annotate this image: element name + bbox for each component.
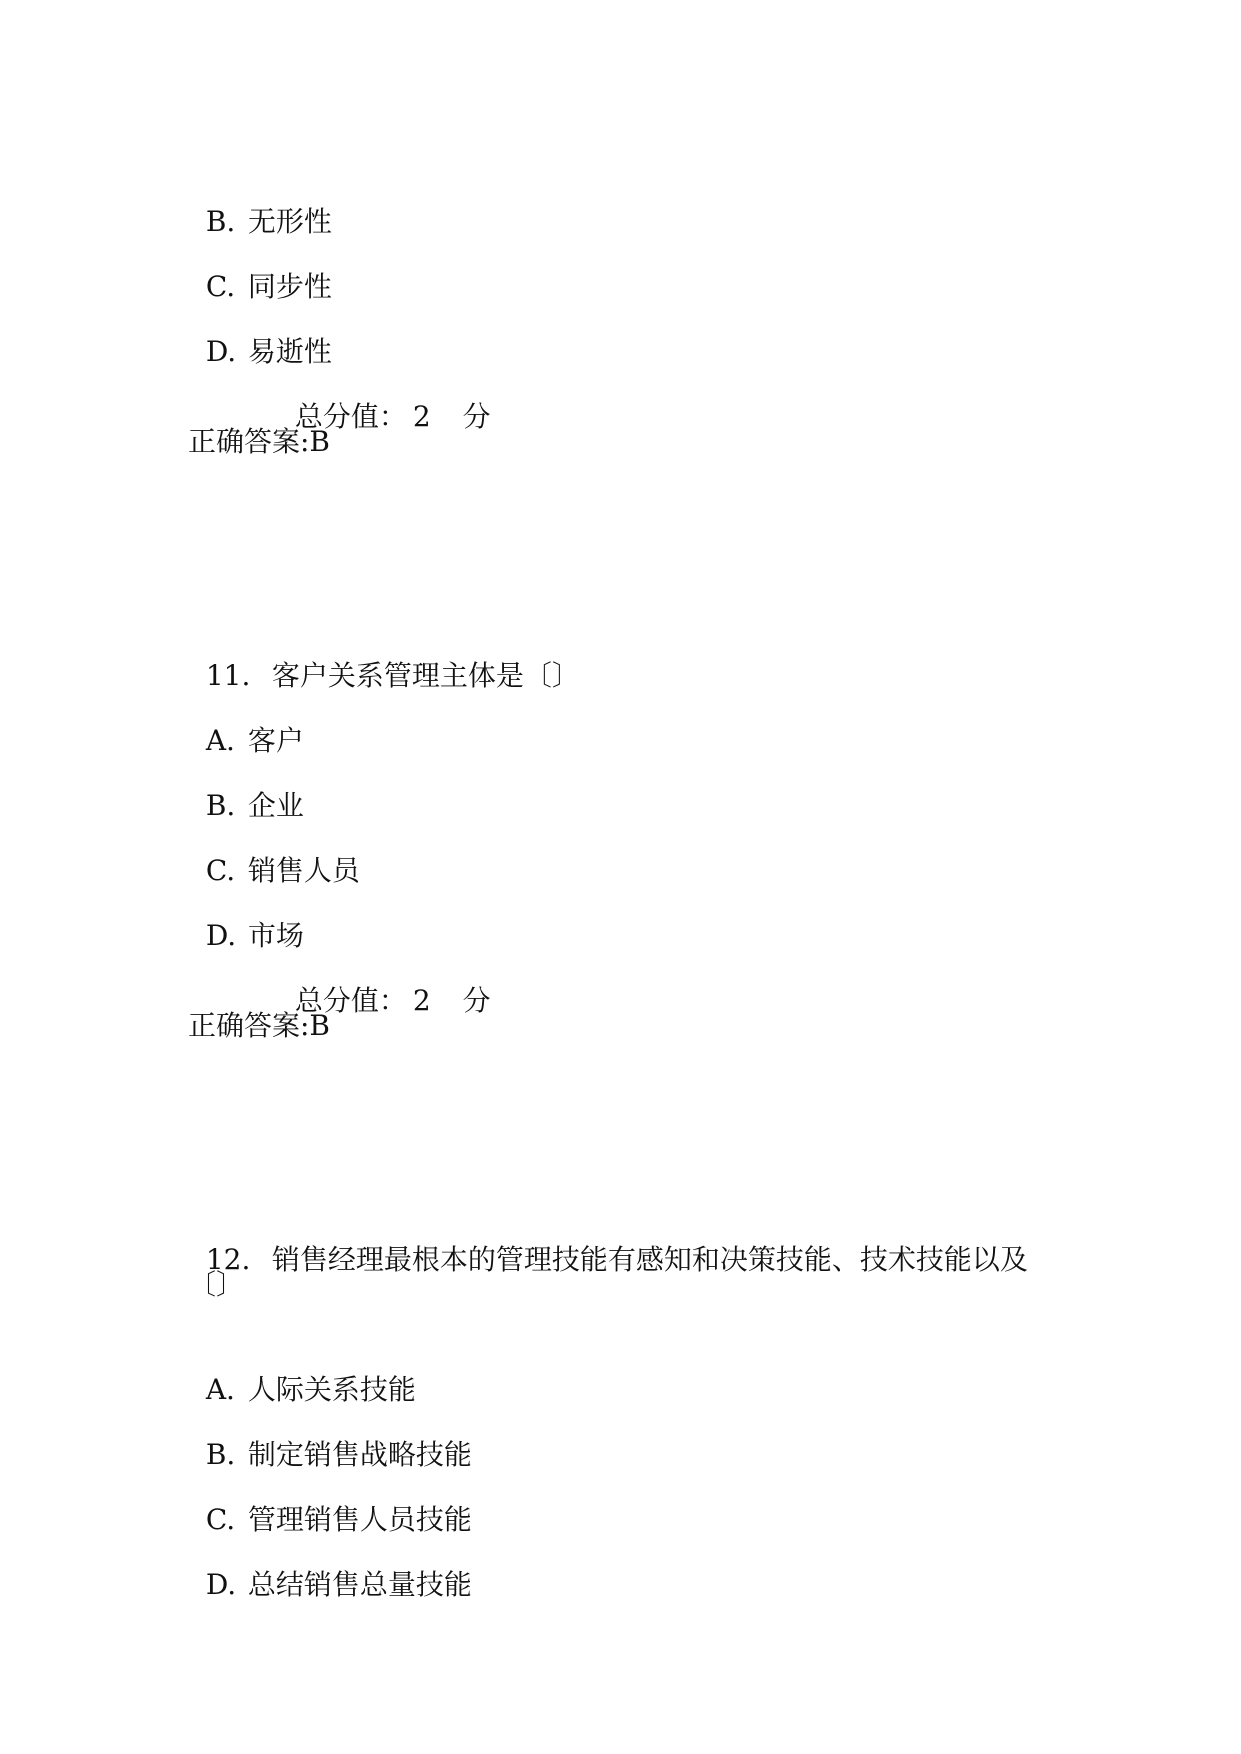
option-text: 无形性: [247, 205, 332, 238]
q12-option-d: [188, 1525, 472, 1605]
option-letter: B.: [205, 1438, 236, 1471]
score-value: 2: [412, 984, 431, 1017]
score-label: 总分值：: [294, 400, 407, 433]
q12-stem-continuation: 〔〕: [188, 1268, 245, 1301]
option-letter: C.: [205, 1503, 236, 1536]
question-number: 11.: [205, 659, 251, 692]
option-letter: C.: [205, 270, 236, 303]
option-text: 企业: [247, 789, 304, 822]
option-letter: D.: [205, 335, 237, 368]
option-text: 销售人员: [247, 854, 360, 887]
option-text: 市场: [247, 919, 304, 952]
score-value: 2: [412, 400, 431, 433]
option-letter: B.: [205, 205, 236, 238]
question-text: 销售经理最根本的管理技能有感知和决策技能、技术技能以及: [271, 1243, 1028, 1276]
option-text: 制定销售战略技能: [247, 1438, 472, 1471]
option-letter: D.: [205, 919, 237, 952]
q11-answer: 正确答案:B: [188, 1009, 331, 1042]
option-text: 人际关系技能: [247, 1373, 416, 1406]
q12-stem: [188, 1200, 1028, 1280]
option-letter: A.: [205, 724, 235, 757]
option-text: 易逝性: [247, 335, 332, 368]
option-letter: B.: [205, 789, 236, 822]
option-letter: C.: [205, 854, 236, 887]
option-letter: D.: [205, 1568, 237, 1601]
option-text: 管理销售人员技能: [247, 1503, 472, 1536]
option-text: 客户: [247, 724, 304, 757]
question-number: 12.: [205, 1243, 251, 1276]
question-text: 客户关系管理主体是〔〕: [271, 659, 580, 692]
option-text: 同步性: [247, 270, 332, 303]
q10-answer: 正确答案:B: [188, 425, 331, 458]
option-letter: A.: [205, 1373, 235, 1406]
option-text: 总结销售总量技能: [247, 1568, 472, 1601]
score-unit: 分: [462, 984, 491, 1017]
score-label: 总分值：: [294, 984, 407, 1017]
score-unit: 分: [462, 400, 491, 433]
